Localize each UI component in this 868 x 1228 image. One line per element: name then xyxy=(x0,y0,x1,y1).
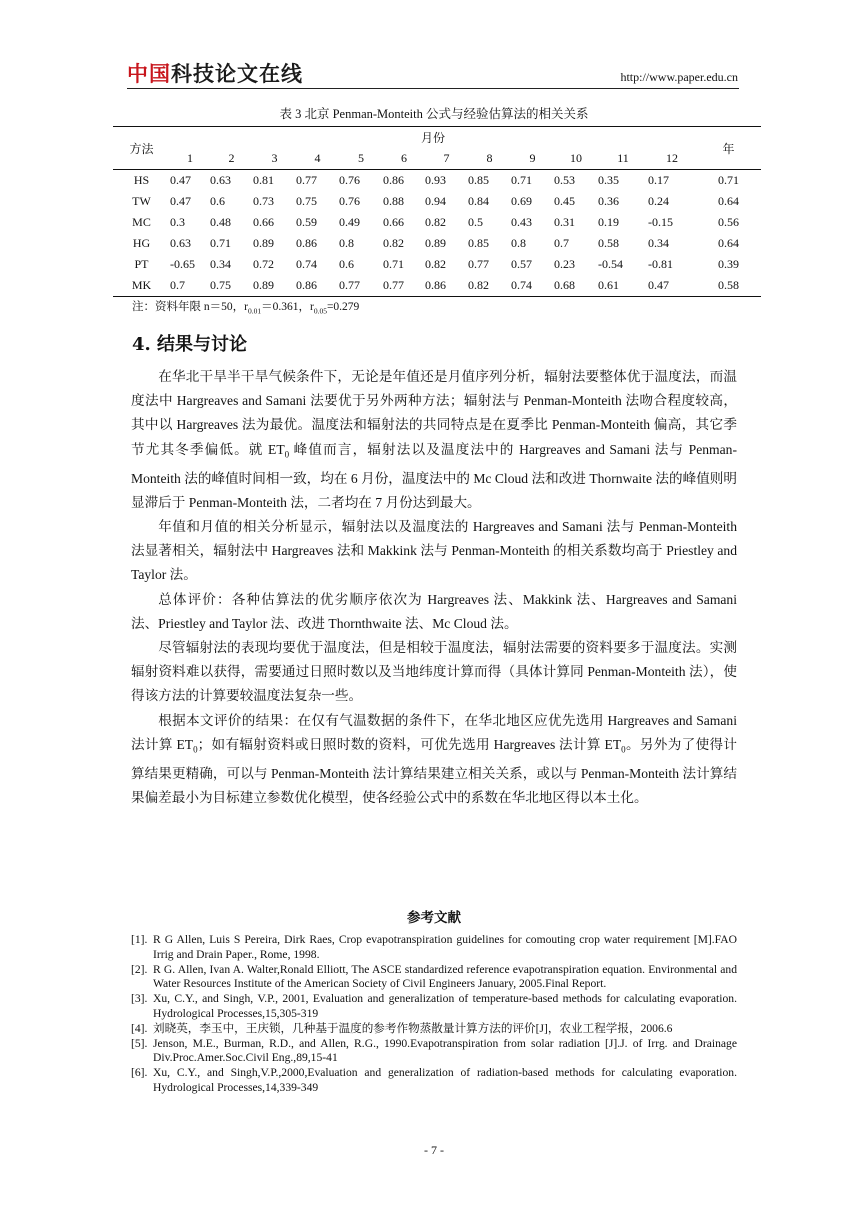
reference-item xyxy=(131,1022,737,1037)
value-cell: 0.82 xyxy=(383,236,404,250)
value-cell: 0.35 xyxy=(598,173,619,187)
section-body xyxy=(131,365,737,810)
value-cell: 0.66 xyxy=(253,215,274,229)
year-header: 年 xyxy=(696,127,761,170)
value-cell: -0.65 xyxy=(170,257,195,271)
month-numbers-row xyxy=(113,148,761,170)
value-cell: 0.17 xyxy=(648,173,669,187)
month-number: 10 xyxy=(554,148,598,170)
reference-number: [4]. xyxy=(131,1021,148,1035)
value-cell: 0.61 xyxy=(598,275,648,297)
value-cell: 0.7 xyxy=(554,236,569,250)
value-cell: 0.23 xyxy=(554,257,575,271)
table-row xyxy=(113,170,761,192)
value-cell: 0.8 xyxy=(511,236,526,250)
value-cell: 0.89 xyxy=(253,236,274,250)
value-cell: 0.85 xyxy=(468,236,489,250)
value-cell: 0.74 xyxy=(511,275,554,297)
value-cell: 0.47 xyxy=(170,194,191,208)
value-cell: -0.15 xyxy=(648,215,673,229)
value-cell: 0.63 xyxy=(210,173,231,187)
reference-item xyxy=(131,1037,737,1067)
table-row xyxy=(113,212,761,233)
month-number: 11 xyxy=(598,148,648,170)
method-cell: TW xyxy=(132,194,151,208)
value-cell: 0.86 xyxy=(296,275,339,297)
value-cell: 0.94 xyxy=(425,194,446,208)
value-cell: 0.72 xyxy=(253,257,274,271)
year-cell: 0.71 xyxy=(718,173,739,187)
value-cell: 0.81 xyxy=(253,173,274,187)
month-number: 8 xyxy=(468,148,511,170)
value-cell: 0.71 xyxy=(210,236,231,250)
value-cell: 0.63 xyxy=(170,236,191,250)
reference-number: [1]. xyxy=(131,933,148,946)
paragraph: 尽管辐射法的表现均要优于温度法，但是相较于温度法，辐射法需要的资料要多于温度法。实测辐射资料难以获得，需要通过日照时数以及当地纬度计算而得（具体计算同 Penman-Monteith 法），使得该方法的计算要较温度法复杂一些。 xyxy=(131,639,737,704)
value-cell: 0.7 xyxy=(170,275,210,297)
value-cell: 0.8 xyxy=(339,236,354,250)
year-cell: 0.39 xyxy=(718,257,739,271)
table-row xyxy=(113,254,761,275)
month-number: 3 xyxy=(253,148,296,170)
header-rule xyxy=(127,88,739,89)
month-number: 12 xyxy=(648,148,696,170)
value-cell: -0.54 xyxy=(598,257,623,271)
reference-item xyxy=(131,1066,737,1096)
paragraph: 总体评价：各种估算法的优劣顺序依次为 Hargreaves 法、Makkink 法、Hargreaves and Samani 法、Priestley and Taylor 法、改进 Thornthwaite 法、Mc Cloud 法。 xyxy=(131,591,737,631)
reference-text: Xu, C.Y., and Singh, V.P., 2001, Evaluation and generalization of temperature-based methods for calculating evaporation. Hydrological Processes,15,305-319 xyxy=(153,992,737,1020)
value-cell: 0.82 xyxy=(468,275,511,297)
value-cell: 0.45 xyxy=(554,194,575,208)
value-cell: 0.82 xyxy=(425,257,446,271)
section-title: 4. 结果与讨论 xyxy=(132,334,248,355)
paragraph: 在华北干旱半干旱气候条件下，无论是年值还是月值序列分析，辐射法要整体优于温度法，而温度法中 Hargreaves and Samani 法要优于另外两种方法；辐射法与 Penman-Monteith 法吻合程度较高，其中以 Hargreaves 法为最优。温度法和辐射法的共同特点是在夏季比 Penman-Monteith 偏高，其它季节尤其冬季偏低。就 $ET_0$ 峰值而言，辐射法以及温度法中的 Hargreaves and Samani 法与 Penman-Monteith 法的峰值时间相一致，均在 6 月份，温度法中的 Mc Cloud 法和改进 Thornwaite 法的峰值则明显滞后于 Penman-Monteith 法，二者均在 7 月份达到最大。 xyxy=(131,369,737,510)
value-cell: 0.24 xyxy=(648,194,669,208)
value-cell: 0.86 xyxy=(296,236,317,250)
paragraph: 根据本文评价的结果：在仅有气温数据的条件下，在华北地区应优先选用 Hargreaves and Samani 法计算 $ET_0$；如有辐射资料或日照时数的资料，可优先选用 Hargreaves 法计算 $ET_0$。另外为了使得计算结果更精确，可以与 Penman-Monteith 法计算结果建立相关关系，或以与 Penman-Monteith 法计算结果偏差最小为目标建立参数优化模型，使各经验公式中的系数在华北地区得以本土化。 xyxy=(131,712,738,805)
value-cell: 0.69 xyxy=(511,194,532,208)
value-cell: 0.85 xyxy=(468,173,489,187)
table-note: 注：资料年限 n＝50，$r_{0.01}=0.361$，$r_{0.05}=0.279$ xyxy=(132,301,360,316)
value-cell: 0.71 xyxy=(383,257,404,271)
reference-text: 刘晓英，李玉中，王庆锁，几种基于温度的参考作物蒸散量计算方法的评价[J]，农业工程学报，2006.6 xyxy=(153,1021,673,1035)
value-cell: 0.53 xyxy=(554,173,575,187)
references-title: 参考文献 xyxy=(407,910,461,926)
value-cell: 0.73 xyxy=(253,194,274,208)
method-cell: PT xyxy=(134,257,149,271)
value-cell: 0.5 xyxy=(468,215,483,229)
value-cell: 0.75 xyxy=(210,275,253,297)
value-cell: 0.93 xyxy=(425,173,446,187)
month-number: 7 xyxy=(425,148,468,170)
reference-text: R G Allen, Luis S Pereira, Dirk Raes, Crop evapotranspiration guidelines for comouting crop water requirement [M].FAO Irrig and Drain Paper., Rome, 1998. xyxy=(153,933,737,961)
year-cell: 0.64 xyxy=(718,236,739,250)
value-cell: 0.6 xyxy=(210,194,225,208)
value-cell: 0.66 xyxy=(383,215,404,229)
month-header: 月份 xyxy=(170,127,696,149)
value-cell: 0.77 xyxy=(383,275,425,297)
value-cell: 0.59 xyxy=(296,215,317,229)
year-cell: 0.64 xyxy=(718,194,739,208)
value-cell: 0.86 xyxy=(425,275,468,297)
value-cell: 0.74 xyxy=(296,257,317,271)
reference-number: [6]. xyxy=(131,1066,148,1080)
value-cell: 0.68 xyxy=(554,275,598,297)
value-cell: 0.36 xyxy=(598,194,619,208)
value-cell: 0.6 xyxy=(339,257,354,271)
method-cell: MC xyxy=(132,215,151,229)
table-caption: 表 3 北京 Penman-Monteith 公式与经验估算法的相关关系 xyxy=(279,107,589,121)
page-number: - 7 - xyxy=(424,1143,444,1157)
method-cell: MK xyxy=(113,275,170,297)
value-cell: 0.58 xyxy=(598,236,619,250)
month-number: 5 xyxy=(339,148,383,170)
year-cell: 0.58 xyxy=(696,275,761,297)
value-cell: 0.34 xyxy=(210,257,231,271)
value-cell: 0.48 xyxy=(210,215,231,229)
value-cell: 0.71 xyxy=(511,173,532,187)
value-cell: 0.47 xyxy=(170,173,191,187)
method-cell: HS xyxy=(133,173,150,187)
value-cell: 0.76 xyxy=(339,194,360,208)
value-cell: 0.86 xyxy=(383,173,404,187)
reference-list xyxy=(131,933,737,1096)
value-cell: 0.88 xyxy=(383,194,404,208)
value-cell: 0.76 xyxy=(339,173,360,187)
table-row xyxy=(113,275,761,297)
value-cell: 0.3 xyxy=(170,215,185,229)
value-cell: 0.84 xyxy=(468,194,489,208)
table-row xyxy=(113,233,761,254)
value-cell: 0.82 xyxy=(425,215,446,229)
month-number: 9 xyxy=(511,148,554,170)
value-cell: 0.19 xyxy=(598,215,619,229)
value-cell: 0.43 xyxy=(511,215,532,229)
header-url: http://www.paper.edu.cn xyxy=(620,70,738,84)
value-cell: 0.89 xyxy=(425,236,446,250)
reference-number: [2]. xyxy=(131,962,148,976)
value-cell: 0.77 xyxy=(339,275,383,297)
method-header: 方法 xyxy=(113,127,170,170)
reference-number: [5]. xyxy=(131,1036,148,1050)
month-number: 6 xyxy=(383,148,425,170)
value-cell: 0.34 xyxy=(648,236,669,250)
value-cell: 0.77 xyxy=(296,173,317,187)
month-number: 1 xyxy=(170,148,210,170)
method-cell: HG xyxy=(132,236,151,250)
site-logo xyxy=(127,60,303,86)
correlation-table xyxy=(113,126,761,297)
reference-text: Xu, C.Y., and Singh,V.P.,2000,Evaluation and generalization of radiation-based methods for calculating evaporation. Hydrological Processes,14,339-349 xyxy=(153,1066,737,1094)
month-number: 4 xyxy=(296,148,339,170)
reference-text: R G. Allen, Ivan A. Walter,Ronald Elliott, The ASCE standardized reference evapotranspiration equation. Environmental and Water Resources Institute of the American Society of Civil Engineers January, 2005.Final Report. xyxy=(153,962,737,991)
reference-number: [3]. xyxy=(131,992,148,1006)
value-cell: 0.77 xyxy=(468,257,489,271)
value-cell: 0.47 xyxy=(648,275,696,297)
value-cell: 0.31 xyxy=(554,215,575,229)
value-cell: 0.75 xyxy=(296,194,317,208)
paragraph: 年值和月值的相关分析显示，辐射法以及温度法的 Hargreaves and Samani 法与 Penman-Monteith 法显著相关，辐射法中 Hargreaves 法和 Makkink 法与 Penman-Monteith 的相关系数均高于 Priestley and Taylor 法。 xyxy=(131,518,737,583)
reference-item xyxy=(131,963,737,993)
month-number: 2 xyxy=(210,148,253,170)
reference-item xyxy=(131,992,737,1022)
reference-text: Jenson, M.E., Burman, R.D., and Allen, R.G., 1990.Evapotranspiration from solar radiation [J].J. of Irrg. and Drainage Div.Proc.Amer.Soc.Civil Eng.,89,15-41 xyxy=(153,1036,737,1065)
value-cell: 0.49 xyxy=(339,215,360,229)
value-cell: 0.57 xyxy=(511,257,532,271)
reference-item xyxy=(131,933,737,963)
value-cell: 0.89 xyxy=(253,275,296,297)
logo-text-red: 中国 xyxy=(127,62,171,86)
table-row xyxy=(113,191,761,212)
year-cell: 0.56 xyxy=(718,215,739,229)
value-cell: -0.81 xyxy=(648,257,673,271)
logo-text-black: 科技论文在线 xyxy=(171,62,303,86)
